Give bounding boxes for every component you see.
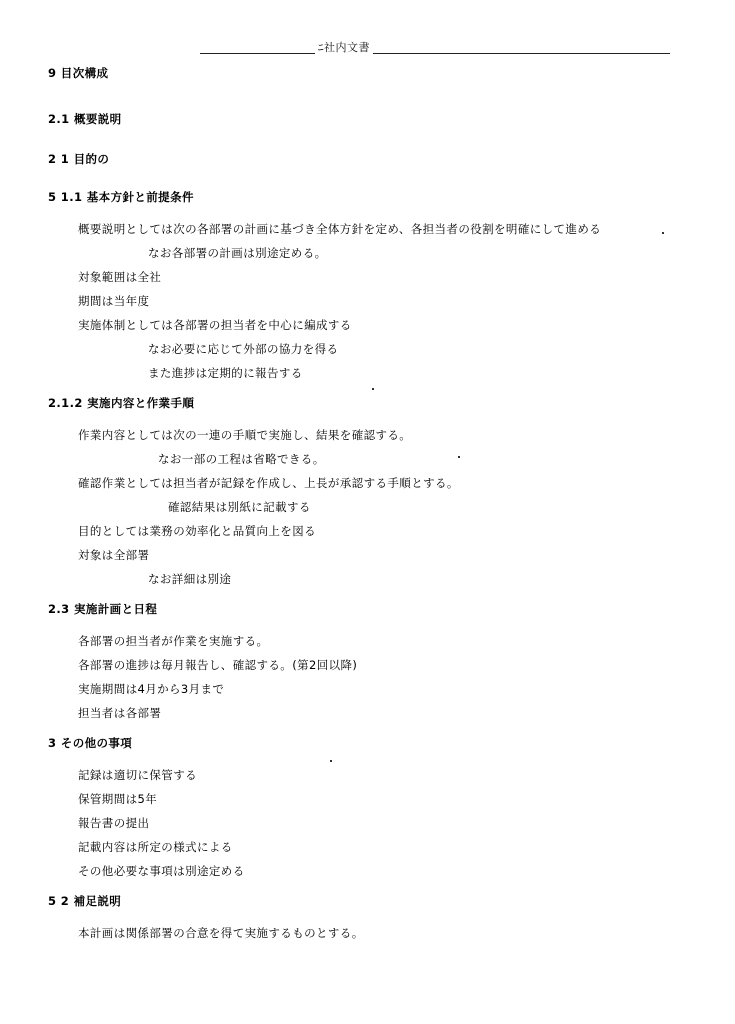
body-line: 担当者は各部署	[78, 706, 162, 720]
subsection-heading: 2.3 実施計画と日程	[48, 602, 158, 616]
body-line: 対象範囲は全社	[78, 270, 162, 284]
body-line: 確認作業としては担当者が記録を作成し、上長が承認する手順とする。	[78, 476, 459, 490]
body-line: 確認結果は別紙に記載する	[168, 500, 311, 514]
subsection-heading: 5 1.1 基本方針と前提条件	[48, 190, 194, 204]
subsection-heading: 2 1 目的の	[48, 152, 110, 166]
scan-speck	[458, 456, 460, 458]
body-line: なお各部署の計画は別途定める。	[148, 246, 327, 260]
body-line: 概要説明としては次の各部署の計画に基づき全体方針を定め、各担当者の役割を明確にして進める	[78, 222, 602, 236]
body-line: なお詳細は別途	[148, 572, 232, 586]
body-line: なお必要に応じて外部の協力を得る	[148, 342, 339, 356]
scan-speck	[330, 760, 332, 762]
header-title: ﾆ社内文書	[315, 42, 373, 54]
body-line: 期間は当年度	[78, 294, 150, 308]
section-heading: 5 2 補足説明	[48, 894, 122, 908]
body-line: また進捗は定期的に報告する	[148, 366, 303, 380]
header-rule	[200, 53, 670, 54]
body-line: なお一部の工程は省略できる。	[158, 452, 325, 466]
scan-speck	[662, 232, 664, 234]
section-heading: 3 その他の事項	[48, 736, 133, 750]
section-heading: 9 目次構成	[48, 66, 109, 80]
body-line: 記載内容は所定の様式による	[78, 840, 233, 854]
body-line: 対象は全部署	[78, 548, 150, 562]
body-line: 記録は適切に保管する	[78, 768, 197, 782]
body-line: 各部署の担当者が作業を実施する。	[78, 634, 269, 648]
scan-speck	[372, 388, 374, 390]
body-line: 作業内容としては次の一連の手順で実施し、結果を確認する。	[78, 428, 412, 442]
body-line: 本計画は関係部署の合意を得て実施するものとする。	[78, 926, 364, 940]
body-line: 目的としては業務の効率化と品質向上を図る	[78, 524, 316, 538]
body-line: その他必要な事項は別途定める	[78, 864, 245, 878]
body-line: 報告書の提出	[78, 816, 150, 830]
running-header	[200, 42, 670, 58]
subsection-heading: 2.1.2 実施内容と作業手順	[48, 396, 195, 410]
body-line: 各部署の進捗は毎月報告し、確認する。(第2回以降)	[78, 658, 358, 672]
body-line: 実施体制としては各部署の担当者を中心に編成する	[78, 318, 352, 332]
body-line: 実施期間は4月から3月まで	[78, 682, 225, 696]
body-line: 保管期間は5年	[78, 792, 158, 806]
subsection-heading: 2.1 概要説明	[48, 112, 122, 126]
